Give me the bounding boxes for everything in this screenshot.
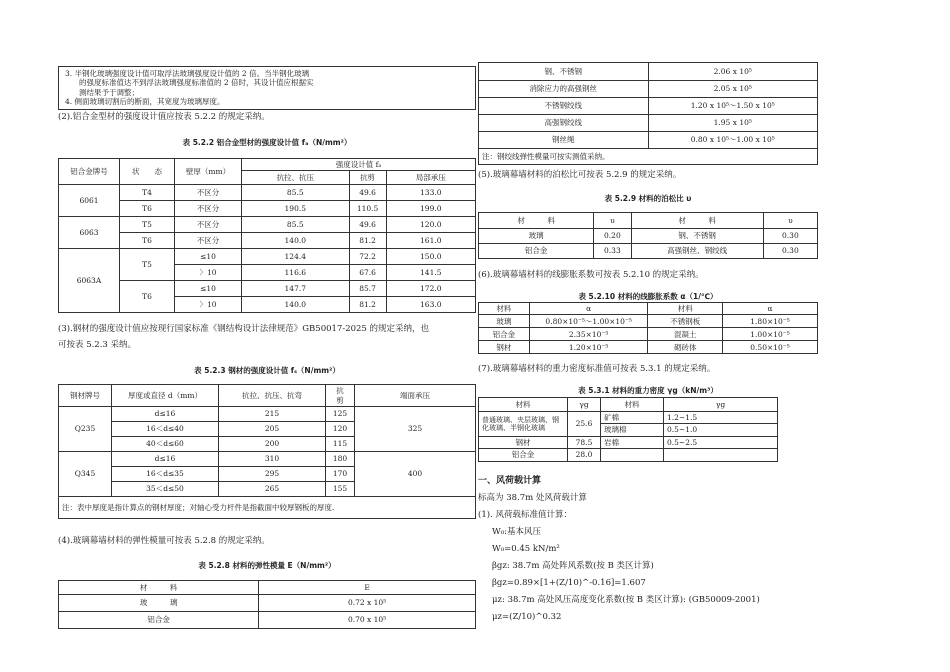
cell-material: 玻璃棉: [601, 424, 664, 436]
col-shear: 抗 剪: [326, 385, 355, 407]
cell-grade: 6061: [59, 185, 120, 217]
table-528-continued: [478, 62, 818, 165]
cell-grade: 6063A: [59, 249, 120, 313]
cell-alpha: 2.35×10⁻⁵: [529, 328, 648, 341]
table-row: [479, 229, 818, 244]
cell-material: 高强钢丝、钢绞线: [631, 244, 763, 259]
cell-shear: 67.6: [349, 265, 386, 281]
cell-shear: 110.5: [349, 201, 386, 217]
cell-thick: 不区分: [175, 217, 242, 233]
note-item-4: 4. 侧面玻璃切割后的断面，其宽度为玻璃厚度。: [65, 97, 225, 107]
cell-bearing: 120.0: [386, 217, 475, 233]
glass-notes-box: [58, 66, 476, 110]
cell-alpha: 0.80×10⁻⁵～1.00×10⁻⁵: [529, 315, 648, 328]
cell-material: 铝合金: [479, 328, 530, 341]
table-row: [479, 412, 778, 424]
table-row: [59, 217, 476, 233]
col-material-1: 材料: [479, 303, 530, 315]
cell-grade: 6063: [59, 217, 120, 249]
cell-state: T6: [120, 201, 175, 217]
table-528-note: 注：钢绞线弹性模量可按实测值采纳。: [479, 149, 818, 165]
col-bearing: 端面承压: [355, 385, 476, 407]
cell-material: 岩棉: [601, 436, 664, 448]
muz-formula: μz=(Z/10)^0.32: [492, 612, 562, 622]
cell-material: 铝合金: [479, 244, 594, 259]
section-title: 一、风荷载计算: [478, 476, 542, 486]
col-material-2: 材料: [648, 303, 723, 315]
cell-bearing: 172.0: [386, 281, 475, 297]
note-item-3a: 3. 半钢化玻璃强度设计值可取浮法玻璃强度设计值的 2 倍。当半钢化玻璃: [65, 69, 310, 78]
col-material-1: 材 料: [479, 213, 594, 229]
cell-material: 钢、不锈钢: [479, 63, 649, 81]
cell-tension: 124.4: [242, 249, 350, 265]
col-density-2: γg: [664, 398, 778, 412]
table-row: [479, 436, 778, 448]
col-bearing: 局部承压: [386, 171, 475, 185]
col-shear: 抗剪: [349, 171, 386, 185]
bgz-label: βgz: 38.7m 高处阵风系数(按 B 类区计算): [492, 561, 654, 571]
cell-modulus: 2.05 x 10⁵: [648, 81, 818, 98]
cell-bearing: 199.0: [386, 201, 475, 217]
cell-shear: 115: [326, 437, 355, 452]
cell-state: T5: [120, 249, 175, 281]
cell-state: T6: [120, 233, 175, 249]
table-529-caption: 表 5.2.9 材料的泊松比 υ: [604, 194, 692, 203]
table-row: [479, 341, 818, 354]
table-531: [478, 397, 778, 462]
cell-diameter: d≤16: [112, 407, 219, 422]
table-row: [479, 81, 818, 98]
table-row: [479, 132, 818, 149]
table-522: [58, 158, 476, 313]
w0-value: W₀=0.45 kN/m²: [492, 544, 560, 554]
cell-material: 玻璃: [479, 229, 594, 244]
cell-tension: 140.0: [242, 233, 350, 249]
cell-tension: 116.6: [242, 265, 350, 281]
table-row: [479, 315, 818, 328]
cell-density: 25.6: [568, 412, 601, 437]
col-alpha-1: α: [529, 303, 648, 315]
table-row: [59, 185, 476, 201]
cell-material: 铝合金: [59, 612, 259, 629]
col-thickness: 壁厚（mm）: [175, 159, 242, 185]
col-grade: 钢材牌号: [59, 385, 112, 407]
muz-label: μz: 38.7m 高处风压高度变化系数(按 B 类区计算): (GB50009-2001): [492, 595, 760, 605]
bgz-formula: βgz=0.89×[1+(Z/10)^-0.16]=1.607: [492, 578, 646, 588]
table-row: [479, 63, 818, 81]
table-row: [59, 233, 476, 249]
cell-bearing: 325: [355, 407, 476, 452]
cell-bearing: 400: [355, 452, 476, 497]
cell-shear: 180: [326, 452, 355, 467]
cell-thick: ≤10: [175, 249, 242, 265]
col-tension: 抗拉、抗压: [242, 171, 350, 185]
cell-modulus: 2.06 x 10⁵: [648, 63, 818, 81]
cell-diameter: 16＜d≤35: [112, 467, 219, 482]
paragraph-4: (4).玻璃幕墙材料的弹性模量可按表 5.2.8 的规定采纳。: [58, 536, 270, 546]
cell-alpha: 0.50×10⁻⁵: [723, 341, 818, 354]
col-material-2: 材料: [601, 398, 664, 412]
cell-density: 0.5~1.0: [664, 424, 778, 436]
col-material-2: 材 料: [631, 213, 763, 229]
cell-material: 消除应力的高强钢丝: [479, 81, 649, 98]
cell-tension: 215: [219, 407, 326, 422]
cell-state: T6: [120, 281, 175, 313]
cell-tension: 310: [219, 452, 326, 467]
table-528-caption: 表 5.2.8 材料的弹性模量 E（N/mm²）: [198, 561, 336, 570]
cell-grade: Q345: [59, 452, 112, 497]
cell-thick: 〉10: [175, 265, 242, 281]
cell-material: 钢、不锈钢: [631, 229, 763, 244]
cell-material: 不锈钢板: [648, 315, 723, 328]
table-row: [59, 201, 476, 217]
cell-poisson: 0.33: [594, 244, 631, 259]
cell-density: 0.5~2.5: [664, 436, 778, 448]
section-item-1: (1). 风荷载标准值计算：: [478, 510, 572, 520]
cell-alpha: 1.00×10⁻⁵: [723, 328, 818, 341]
cell-material: 钢材: [479, 341, 530, 354]
cell-shear: 49.6: [349, 185, 386, 201]
cell-shear: 81.2: [349, 233, 386, 249]
col-density-1: γg: [568, 398, 601, 412]
cell-thick: ≤10: [175, 281, 242, 297]
table-row: [479, 115, 818, 132]
table-531-caption: 表 5.3.1 材料的重力密度 γg（kN/m³）: [578, 386, 718, 395]
cell-tension: 200: [219, 437, 326, 452]
cell-material: 钢材: [479, 436, 568, 448]
cell-alpha: 1.20×10⁻⁵: [529, 341, 648, 354]
table-523-caption: 表 5.2.3 钢材的强度设计值 fₛ（N/mm²）: [194, 366, 340, 375]
cell-poisson: 0.30: [763, 229, 817, 244]
table-523-note: 注：表中厚度是指计算点的钢材厚度；对轴心受力杆件是指截面中较厚钢板的厚度.: [59, 497, 476, 519]
table-row: [479, 244, 818, 259]
table-523: [58, 384, 476, 519]
cell-material: 混凝土: [648, 328, 723, 341]
cell-bearing: 141.5: [386, 265, 475, 281]
cell-tension: 85.5: [242, 185, 350, 201]
cell-density: 1.2~1.5: [664, 412, 778, 424]
paragraph-3b: 可按表 5.2.3 采纳。: [58, 340, 137, 350]
cell-empty: [664, 449, 778, 461]
cell-shear: 81.2: [349, 297, 386, 313]
cell-bearing: 163.0: [386, 297, 475, 313]
col-material: 材 料: [59, 581, 259, 595]
table-row: [59, 249, 476, 265]
cell-empty: [601, 449, 664, 461]
cell-alpha: 1.80×10⁻⁵: [723, 315, 818, 328]
cell-tension: 140.0: [242, 297, 350, 313]
table-row: [59, 452, 476, 467]
cell-modulus: 1.20 x 10⁵～1.50 x 10⁵: [648, 98, 818, 115]
cell-poisson: 0.30: [763, 244, 817, 259]
cell-tension: 190.5: [242, 201, 350, 217]
cell-thick: 不区分: [175, 233, 242, 249]
table-row: [59, 595, 476, 612]
cell-material: 砌砖体: [648, 341, 723, 354]
cell-grade: Q235: [59, 407, 112, 452]
cell-material: 玻璃: [479, 315, 530, 328]
cell-bearing: 161.0: [386, 233, 475, 249]
col-alpha-2: α: [723, 303, 818, 315]
cell-shear: 85.7: [349, 281, 386, 297]
cell-material: 高强钢绞线: [479, 115, 649, 132]
table-row: [479, 328, 818, 341]
cell-thick: 不区分: [175, 201, 242, 217]
col-poisson-2: υ: [763, 213, 817, 229]
cell-diameter: 40＜d≤60: [112, 437, 219, 452]
table-528: [58, 580, 476, 629]
paragraph-7: (7).玻璃幕墙材料的重力密度标准值可按表 5.3.1 的规定采纳。: [478, 364, 716, 374]
paragraph-6: (6).玻璃幕墙材料的线膨胀系数可按表 5.2.10 的规定采纳。: [478, 270, 704, 280]
cell-material: 钢丝绳: [479, 132, 649, 149]
col-modulus: E: [259, 581, 476, 595]
cell-material: 玻 璃: [59, 595, 259, 612]
paragraph-3a: (3).钢材的强度设计值应按现行国家标准《钢结构设计法律规范》GB50017-2025 的规定采纳，也: [58, 324, 430, 334]
section-subtitle: 标高为 38.7m 处风荷载计算: [478, 493, 587, 503]
cell-bearing: 150.0: [386, 249, 475, 265]
cell-bearing: 133.0: [386, 185, 475, 201]
col-diameter: 厚度或直径 d（mm）: [112, 385, 219, 407]
cell-tension: 205: [219, 422, 326, 437]
w0-label: W₀:基本风压: [492, 527, 542, 537]
cell-tension: 147.7: [242, 281, 350, 297]
table-row: [59, 612, 476, 629]
col-strength-group: 强度设计值 fₐ: [242, 159, 476, 171]
cell-thick: 不区分: [175, 185, 242, 201]
note-item-3b: 的强度标准值达不到浮法玻璃强度标准值的 2 倍时，其设计值应根据实: [79, 78, 314, 88]
cell-tension: 295: [219, 467, 326, 482]
cell-state: T4: [120, 185, 175, 201]
table-5210-caption: 表 5.2.10 材料的线膨胀系数 α（1/℃）: [578, 292, 718, 301]
cell-material: 普通玻璃、夹层玻璃、钢化玻璃、半钢化玻璃: [479, 412, 568, 437]
cell-modulus: 0.70 x 10⁵: [259, 612, 476, 629]
cell-density: 28.0: [568, 449, 601, 461]
cell-modulus: 0.80 x 10⁵～1.00 x 10⁵: [648, 132, 818, 149]
cell-shear: 125: [326, 407, 355, 422]
paragraph-2: (2).铝合金型材的强度设计值应按表 5.2.2 的规定采纳。: [58, 112, 270, 122]
cell-diameter: 35＜d≤50: [112, 482, 219, 497]
table-row: [59, 281, 476, 297]
col-grade: 铝合金牌号: [59, 159, 120, 185]
cell-shear: 155: [326, 482, 355, 497]
table-5210: [478, 302, 818, 354]
table-row: [59, 407, 476, 422]
cell-shear: 49.6: [349, 217, 386, 233]
table-529: [478, 212, 818, 259]
cell-diameter: 16＜d≤40: [112, 422, 219, 437]
col-state: 状 态: [120, 159, 175, 185]
cell-material: 不锈钢绞线: [479, 98, 649, 115]
cell-state: T5: [120, 217, 175, 233]
cell-modulus: 0.72 x 10⁵: [259, 595, 476, 612]
table-522-caption: 表 5.2.2 铝合金型材的强度设计值 fₐ（N/mm²）: [182, 138, 352, 147]
cell-shear: 170: [326, 467, 355, 482]
cell-shear: 72.2: [349, 249, 386, 265]
cell-diameter: d≤16: [112, 452, 219, 467]
col-poisson-1: υ: [594, 213, 631, 229]
table-row: [479, 98, 818, 115]
note-item-3c: 测结果予于调整；: [79, 87, 139, 97]
cell-thick: 〉10: [175, 297, 242, 313]
cell-tension: 85.5: [242, 217, 350, 233]
cell-tension: 265: [219, 482, 326, 497]
cell-modulus: 1.95 x 10⁵: [648, 115, 818, 132]
cell-density: 78.5: [568, 436, 601, 448]
col-material-1: 材料: [479, 398, 568, 412]
col-tension: 抗拉、抗压、抗弯: [219, 385, 326, 407]
table-row: [479, 449, 778, 461]
cell-material: 矿棉: [601, 412, 664, 424]
cell-poisson: 0.20: [594, 229, 631, 244]
paragraph-5: (5).玻璃幕墙材料的泊松比可按表 5.2.9 的规定采纳。: [478, 170, 682, 180]
cell-material: 铝合金: [479, 449, 568, 461]
cell-shear: 120: [326, 422, 355, 437]
